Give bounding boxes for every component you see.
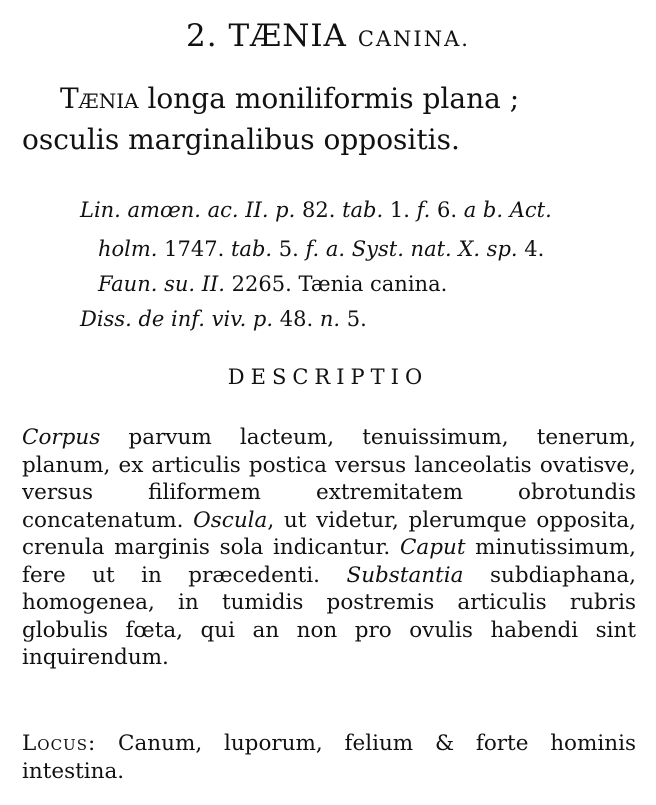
species-title: [0, 18, 656, 54]
reference-line-1: Lin. amœn. ac. II. p. 82. tab. 1. f. 6. a b. Act.: [80, 198, 552, 222]
reference-line-4: Diss. de inf. viv. p. 48. n. 5.: [80, 307, 367, 331]
diagnosis-line-2: osculis marginalibus oppositis.: [22, 123, 460, 156]
genus-name: TÆNIA: [228, 18, 347, 54]
description-paragraph: Corpus parvum lacteum, tenuissimum, tenerum, planum, ex articulis postica versus lanceolatis ovatisve, versus filiformem extremitatem obrotundis concatenatum. Oscula, ut videtur, plerumque opposita, crenula marginis sola indicantur. Caput minutissimum, fere ut in præcedenti. Substantia subdiaphana, homogenea, in tumidis postremis articulis rubris globulis fœta, qui an non pro ovulis habendi sint inquirendum.: [22, 425, 637, 670]
reference-line-2: holm. 1747. tab. 5. f. a. Syst. nat. X. sp. 4.: [98, 237, 545, 261]
diagnosis-line-1: [60, 82, 519, 115]
locus-text: Canum, luporum, felium & forte hominis intestina.: [22, 731, 636, 784]
diagnosis-genus: Tænia: [60, 82, 139, 115]
species-name: CANINA.: [357, 27, 470, 51]
locus-label: Locus:: [22, 731, 97, 756]
reference-line-3: Faun. su. II. 2265. Tænia canina.: [98, 272, 448, 296]
species-number: 2.: [186, 18, 218, 54]
diagnosis-text-1: longa moniliformis plana ;: [147, 82, 520, 115]
locus-paragraph: [22, 730, 636, 785]
section-heading: DESCRIPTIO: [227, 365, 429, 389]
